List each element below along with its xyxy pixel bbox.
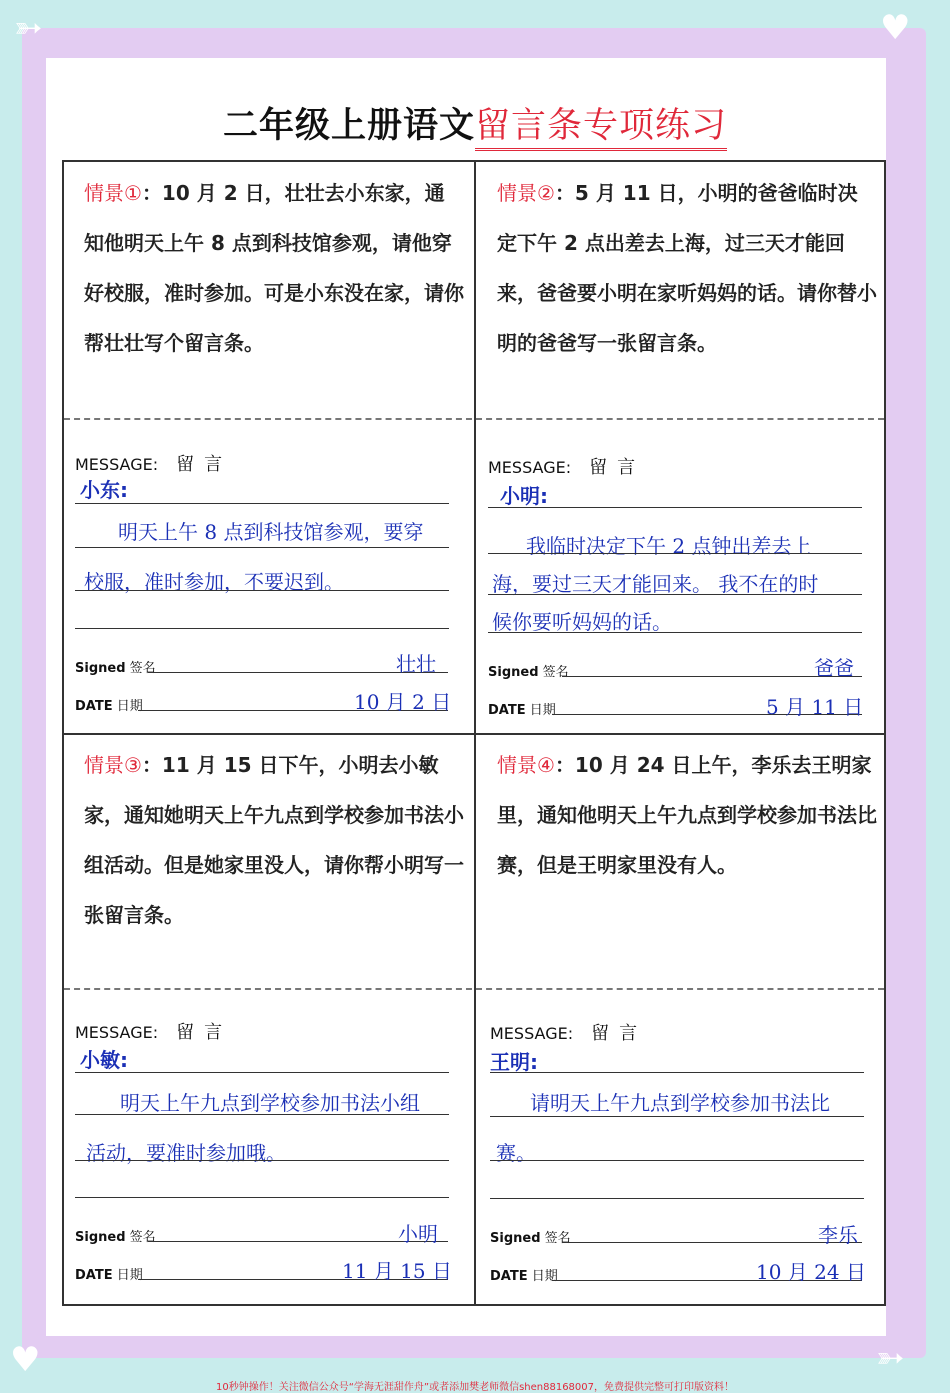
writing-line xyxy=(488,594,862,595)
date-label-en: DATE xyxy=(75,1268,113,1283)
handwritten-line: 明天上午九点到学校参加书法小组 xyxy=(120,1091,420,1115)
page-title xyxy=(0,98,950,148)
writing-line xyxy=(75,628,449,629)
signature-line xyxy=(562,1242,862,1243)
signature: 壮壮 xyxy=(396,652,436,676)
signed-label-en: Signed xyxy=(490,1231,541,1246)
signed-label-en: Signed xyxy=(75,1230,126,1245)
date-label-zh: 日期 xyxy=(116,699,143,714)
arrow-decoration-icon: ➳ xyxy=(14,8,43,48)
title-black: 二年级上册语文 xyxy=(222,106,475,146)
handwritten-line: 请明天上午九点到学校参加书法比 xyxy=(530,1091,830,1115)
message-label-en: MESSAGE: xyxy=(490,1024,574,1043)
message-label-en: MESSAGE: xyxy=(75,455,159,474)
message-label xyxy=(75,1018,232,1044)
signed-label-en: Signed xyxy=(488,665,539,680)
signed-label-zh: 签名 xyxy=(542,665,569,680)
date-label-zh: 日期 xyxy=(529,703,556,718)
scenario-text: ：10 月 24 日上午，李乐去王明家里，通知他明天上午九点到学校参加书法比赛，但是王明家里没有人。 xyxy=(497,753,877,877)
dashed-divider xyxy=(64,418,884,420)
message-label-zh: 留言 xyxy=(591,1023,648,1044)
scenario-prompt xyxy=(497,740,877,890)
date-label xyxy=(75,1264,143,1283)
scenario-prompt xyxy=(84,740,464,940)
signed-label-zh: 签名 xyxy=(129,661,156,676)
signed-label xyxy=(75,657,156,676)
writing-line xyxy=(75,503,449,504)
message-label-zh: 留言 xyxy=(176,1022,233,1043)
message-label xyxy=(490,1019,647,1045)
writing-line xyxy=(75,1072,449,1073)
date-label xyxy=(75,695,143,714)
message-label xyxy=(75,450,232,476)
signed-label-zh: 签名 xyxy=(129,1230,156,1245)
date-label-zh: 日期 xyxy=(116,1268,143,1283)
scenario-prompt xyxy=(84,168,464,368)
writing-line xyxy=(488,632,862,633)
writing-line xyxy=(490,1160,864,1161)
signed-label-en: Signed xyxy=(75,661,126,676)
handwritten-date: 10 月 2 日 xyxy=(354,690,452,714)
signature: 爸爸 xyxy=(814,656,854,680)
signed-label xyxy=(75,1226,156,1245)
writing-line xyxy=(75,1114,449,1115)
signed-label-zh: 签名 xyxy=(544,1231,571,1246)
handwritten-line: 赛。 xyxy=(496,1141,536,1165)
heart-decoration-icon: ♥ xyxy=(880,8,911,48)
signature: 小明 xyxy=(398,1222,438,1246)
date-label-en: DATE xyxy=(75,699,113,714)
message-label-zh: 留言 xyxy=(176,454,233,475)
recipient-name: 小东: xyxy=(80,478,128,502)
handwritten-line: 海，要过三天才能回来。 我不在的时 xyxy=(492,572,819,596)
writing-line xyxy=(75,547,449,548)
footer-note: 10秒钟操作！关注微信公众号“学海无涯甜作舟”或者添加樊老师微信shen88168007，免费提供完整可打印版资料！ xyxy=(215,1382,735,1393)
heart-decoration-icon: ♥ xyxy=(10,1340,41,1380)
scenario-text: ：5 月 11 日，小明的爸爸临时决定下午 2 点出差去上海，过三天才能回来，爸爸要小明在家听妈妈的话。请你替小明的爸爸写一张留言条。 xyxy=(497,181,877,355)
writing-line xyxy=(75,590,449,591)
recipient-name: 小明: xyxy=(500,484,548,508)
recipient-name: 王明: xyxy=(490,1050,538,1074)
handwritten-line: 校服，准时参加，不要迟到。 xyxy=(84,570,344,594)
arrow-decoration-icon: ➳ xyxy=(876,1338,905,1378)
handwritten-line: 我临时决定下午 2 点钟出差去上 xyxy=(526,534,812,558)
writing-line xyxy=(75,1197,449,1198)
scenario-tag: 情景① xyxy=(84,181,142,205)
date-label-en: DATE xyxy=(490,1269,528,1284)
handwritten-line: 活动，要准时参加哦。 xyxy=(86,1141,286,1165)
scenario-text: ：11 月 15 日下午，小明去小敏家，通知她明天上午九点到学校参加书法小组活动。但是她家里没人，请你帮小明写一张留言条。 xyxy=(84,753,464,927)
date-label xyxy=(490,1265,558,1284)
scenario-prompt xyxy=(497,168,877,368)
writing-line xyxy=(75,1160,449,1161)
writing-line xyxy=(490,1072,864,1073)
handwritten-date: 5 月 11 日 xyxy=(766,695,864,719)
message-label-en: MESSAGE: xyxy=(488,458,572,477)
writing-line xyxy=(488,553,862,554)
signed-label xyxy=(490,1227,571,1246)
recipient-name: 小敏: xyxy=(80,1048,128,1072)
title-red: 留言条专项练习 xyxy=(475,106,727,151)
message-label-en: MESSAGE: xyxy=(75,1023,159,1042)
date-label-zh: 日期 xyxy=(531,1269,558,1284)
grid-horizontal-divider xyxy=(62,733,886,735)
writing-line xyxy=(490,1116,864,1117)
handwritten-line: 候你要听妈妈的话。 xyxy=(492,610,672,634)
handwritten-date: 10 月 24 日 xyxy=(756,1260,866,1284)
scenario-text: ：10 月 2 日，壮壮去小东家，通知他明天上午 8 点到科技馆参观，请他穿好校服，准时参加。可是小东没在家，请你帮壮壮写个留言条。 xyxy=(84,181,464,355)
date-label xyxy=(488,699,556,718)
message-label xyxy=(488,453,645,479)
signed-label xyxy=(488,661,569,680)
scenario-tag: 情景③ xyxy=(84,753,142,777)
scenario-tag: 情景④ xyxy=(497,753,555,777)
handwritten-line: 明天上午 8 点到科技馆参观，要穿 xyxy=(118,520,424,544)
dashed-divider xyxy=(64,988,884,990)
scenario-tag: 情景② xyxy=(497,181,555,205)
date-label-en: DATE xyxy=(488,703,526,718)
message-label-zh: 留言 xyxy=(589,457,646,478)
writing-line xyxy=(488,507,862,508)
writing-line xyxy=(490,1198,864,1199)
handwritten-date: 11 月 15 日 xyxy=(342,1259,452,1283)
signature: 李乐 xyxy=(818,1223,858,1247)
